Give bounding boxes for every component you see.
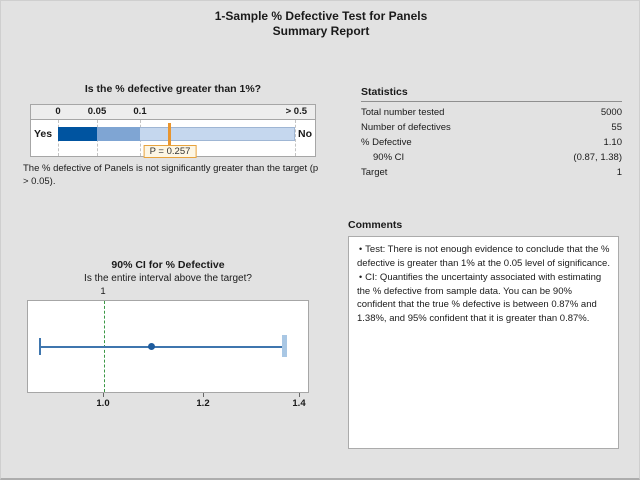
no-label: No [298,128,312,140]
stat-value: 1.10 [603,137,622,148]
table-row [361,120,622,135]
report-subtitle: Summary Report [272,24,370,38]
table-row [361,165,622,180]
p-bar-area [31,120,315,156]
point-estimate-marker [148,343,155,350]
p-scale-tick-0: 0 [55,106,61,117]
stat-value: 5000 [600,107,622,118]
ci-chart-subtitle: Is the entire interval above the target? [84,273,252,284]
hypothesis-chart-panel [30,104,316,157]
stat-value: 1 [616,167,622,178]
p-scale-tick-01: 0.1 [133,106,147,117]
comment-text: CI: Quantifies the uncertainty associated with estimating the % defective from sample data. You can be 90% confident that the true % defective is between 0.87% and 1.38%, and 95% confident that it is greater than 0.87%. [357,272,602,324]
stat-label: % Defective [361,137,412,148]
ci-upper-cap [282,335,287,357]
stat-label: Target [361,167,388,178]
stat-label: 90% CI [373,152,405,163]
bullet-icon: • [359,272,363,282]
target-value-label: 1 [100,286,106,297]
x-axis-tick [203,393,204,397]
comments-box [348,236,619,449]
statistics-title: Statistics [361,86,408,98]
table-row [361,150,622,165]
table-row [361,105,622,120]
ci-plot-area [27,300,309,393]
ci-interval-line [40,346,285,348]
x-axis-tick-label: 1.4 [292,398,306,409]
comment-item [357,271,610,325]
bullet-icon: • [359,244,363,254]
x-axis-tick [103,393,104,397]
stat-value: (0.87, 1.38) [573,152,622,163]
stat-label: Total number tested [361,107,445,118]
gridline [295,120,296,156]
x-axis-tick-label: 1.0 [96,398,110,409]
yes-label: Yes [34,128,53,140]
report-title: 1-Sample % Defective Test for Panels [214,9,428,23]
p-scale-header [31,105,315,120]
statistics-divider [361,101,622,102]
p-bar-segment-reject [58,127,97,141]
p-scale-tick-005: 0.05 [87,106,107,117]
p-bar-segment-marginal [97,127,140,141]
stat-label: Number of defectives [361,122,451,133]
x-axis-tick-label: 1.2 [196,398,210,409]
p-value-marker [168,123,171,145]
statistics-table [361,105,622,180]
p-value-label: P = 0.257 [144,145,197,158]
x-axis-tick [299,393,300,397]
hypothesis-chart-title: Is the % defective greater than 1%? [84,83,262,95]
p-scale-tick-05plus: > 0.5 [285,106,307,117]
p-bar-segment-fail-to-reject [140,127,295,141]
comments-title: Comments [348,219,403,231]
comment-item [357,243,610,270]
stat-value: 55 [611,122,622,133]
comment-text: Test: There is not enough evidence to conclude that the % defective is greater than 1% at the 0.05 level of significance. [357,244,610,269]
ci-lower-cap [39,338,41,355]
table-row [361,135,622,150]
hypothesis-conclusion-text: The % defective of Panels is not significantly greater than the target (p > 0.05). [23,163,319,187]
ci-chart-title: 90% CI for % Defective [111,259,225,271]
